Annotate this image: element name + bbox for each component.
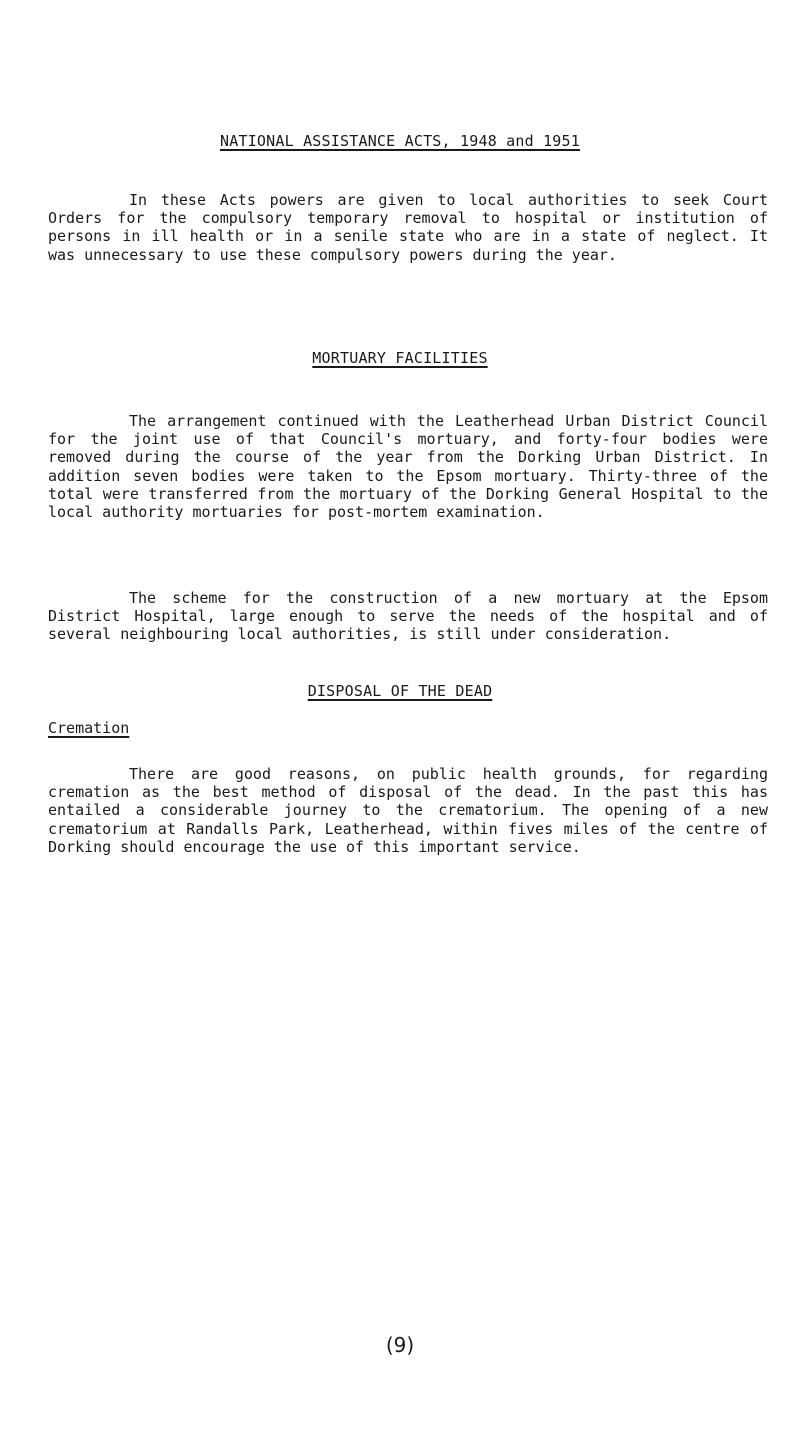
disposal-of-the-dead-heading-text: DISPOSAL OF THE DEAD <box>307 682 493 700</box>
page-number: (9) <box>385 1333 415 1357</box>
mortuary-facilities-heading <box>0 349 800 367</box>
cremation-paragraph: There are good reasons, on public health grounds, for regarding cremation as the best method of disposal of the dead. In the past this has entailed a considerable journey to the crematorium. The opening of a new crematorium at Randalls Park, Leatherhead, within fives miles of the centre of Dorking should encourage the use of this important service. <box>48 765 768 856</box>
mortuary-paragraph-2: The scheme for the construction of a new mortuary at the Epsom District Hospital, large enough to serve the needs of the hospital and of several neighbouring local authorities, is still under consideration. <box>48 589 768 644</box>
cremation-subheading: Cremation <box>48 719 130 737</box>
disposal-of-the-dead-heading <box>0 682 800 700</box>
national-assistance-heading-text: NATIONAL ASSISTANCE ACTS, 1948 and 1951 <box>220 132 580 150</box>
national-assistance-heading <box>0 132 800 150</box>
mortuary-facilities-heading-text: MORTUARY FACILITIES <box>312 349 488 367</box>
national-assistance-paragraph: In these Acts powers are given to local authorities to seek Court Orders for the compulsory temporary removal to hospital or institution of persons in ill health or in a senile state who are in a state of neglect. It was unnecessary to use these compulsory powers during the year. <box>48 191 768 264</box>
mortuary-paragraph-1: The arrangement continued with the Leatherhead Urban District Council for the joint use of that Council's mortuary, and forty-four bodies were removed during the course of the year from the Dorking Urban District. In addition seven bodies were taken to the Epsom mortuary. Thirty-three of the total were transferred from the mortuary of the Dorking General Hospital to the local authority mortuaries for post-mortem examination. <box>48 412 768 522</box>
